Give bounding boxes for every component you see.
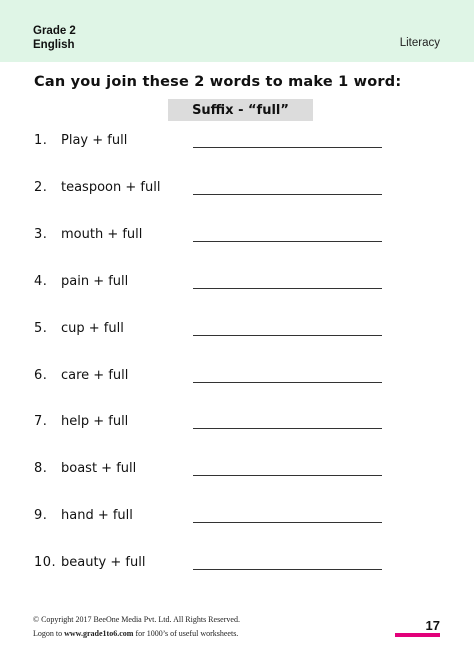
exercise-item bbox=[0, 133, 474, 153]
item-number: 9. bbox=[34, 508, 48, 524]
item-number: 8. bbox=[34, 461, 48, 477]
exercise-item bbox=[0, 321, 474, 341]
item-words: Play + full bbox=[61, 133, 128, 148]
item-words: cup + full bbox=[61, 320, 124, 336]
answer-line[interactable] bbox=[193, 475, 382, 476]
answer-line[interactable] bbox=[193, 335, 382, 336]
question-heading: Can you join these 2 words to make 1 word: bbox=[34, 74, 402, 90]
exercise-item bbox=[0, 461, 474, 481]
exercise-item bbox=[0, 274, 474, 294]
item-words: mouth + full bbox=[61, 226, 143, 242]
logon-suffix: for 1000’s of useful worksheets. bbox=[133, 629, 239, 638]
subject-label: Literacy bbox=[399, 37, 440, 49]
suffix-box bbox=[168, 99, 313, 121]
exercise-item bbox=[0, 368, 474, 388]
item-number: 6. bbox=[34, 367, 48, 383]
page-accent-bar bbox=[395, 633, 440, 637]
exercise-item bbox=[0, 227, 474, 247]
item-number: 10. bbox=[34, 555, 57, 571]
footer-copyright: © Copyright 2017 BeeOne Media Pvt. Ltd. All Rights Reserved. bbox=[33, 615, 240, 624]
item-words: help + full bbox=[61, 414, 129, 430]
item-number: 3. bbox=[34, 226, 48, 242]
item-words: boast + full bbox=[61, 461, 137, 477]
item-number: 2. bbox=[34, 179, 48, 195]
item-words: teaspoon + full bbox=[61, 179, 161, 195]
answer-line[interactable] bbox=[193, 241, 382, 242]
answer-line[interactable] bbox=[193, 428, 382, 429]
answer-line[interactable] bbox=[193, 569, 382, 570]
answer-line[interactable] bbox=[193, 147, 382, 148]
grade-block bbox=[33, 24, 76, 52]
footer-logon bbox=[33, 629, 238, 638]
logon-prefix: Logon to bbox=[33, 629, 65, 638]
item-words: care + full bbox=[61, 367, 129, 383]
item-number: 4. bbox=[34, 273, 48, 289]
exercise-item bbox=[0, 180, 474, 200]
item-number: 1. bbox=[34, 133, 48, 148]
grade-label: Grade 2 bbox=[33, 25, 76, 37]
answer-line[interactable] bbox=[193, 288, 382, 289]
page-number: 17 bbox=[425, 618, 440, 633]
exercise-item bbox=[0, 555, 474, 575]
item-words: beauty + full bbox=[61, 555, 146, 571]
exercise-item bbox=[0, 414, 474, 434]
answer-line[interactable] bbox=[193, 194, 382, 195]
suffix-label: Suffix - “full” bbox=[192, 102, 289, 118]
course-label: English bbox=[33, 39, 75, 51]
exercise-item bbox=[0, 508, 474, 528]
item-number: 5. bbox=[34, 320, 48, 336]
item-number: 7. bbox=[34, 414, 48, 430]
logon-site-link[interactable]: www.grade1to6.com bbox=[64, 629, 134, 638]
answer-line[interactable] bbox=[193, 522, 382, 523]
item-words: pain + full bbox=[61, 273, 129, 289]
answer-line[interactable] bbox=[193, 382, 382, 383]
item-words: hand + full bbox=[61, 508, 133, 524]
